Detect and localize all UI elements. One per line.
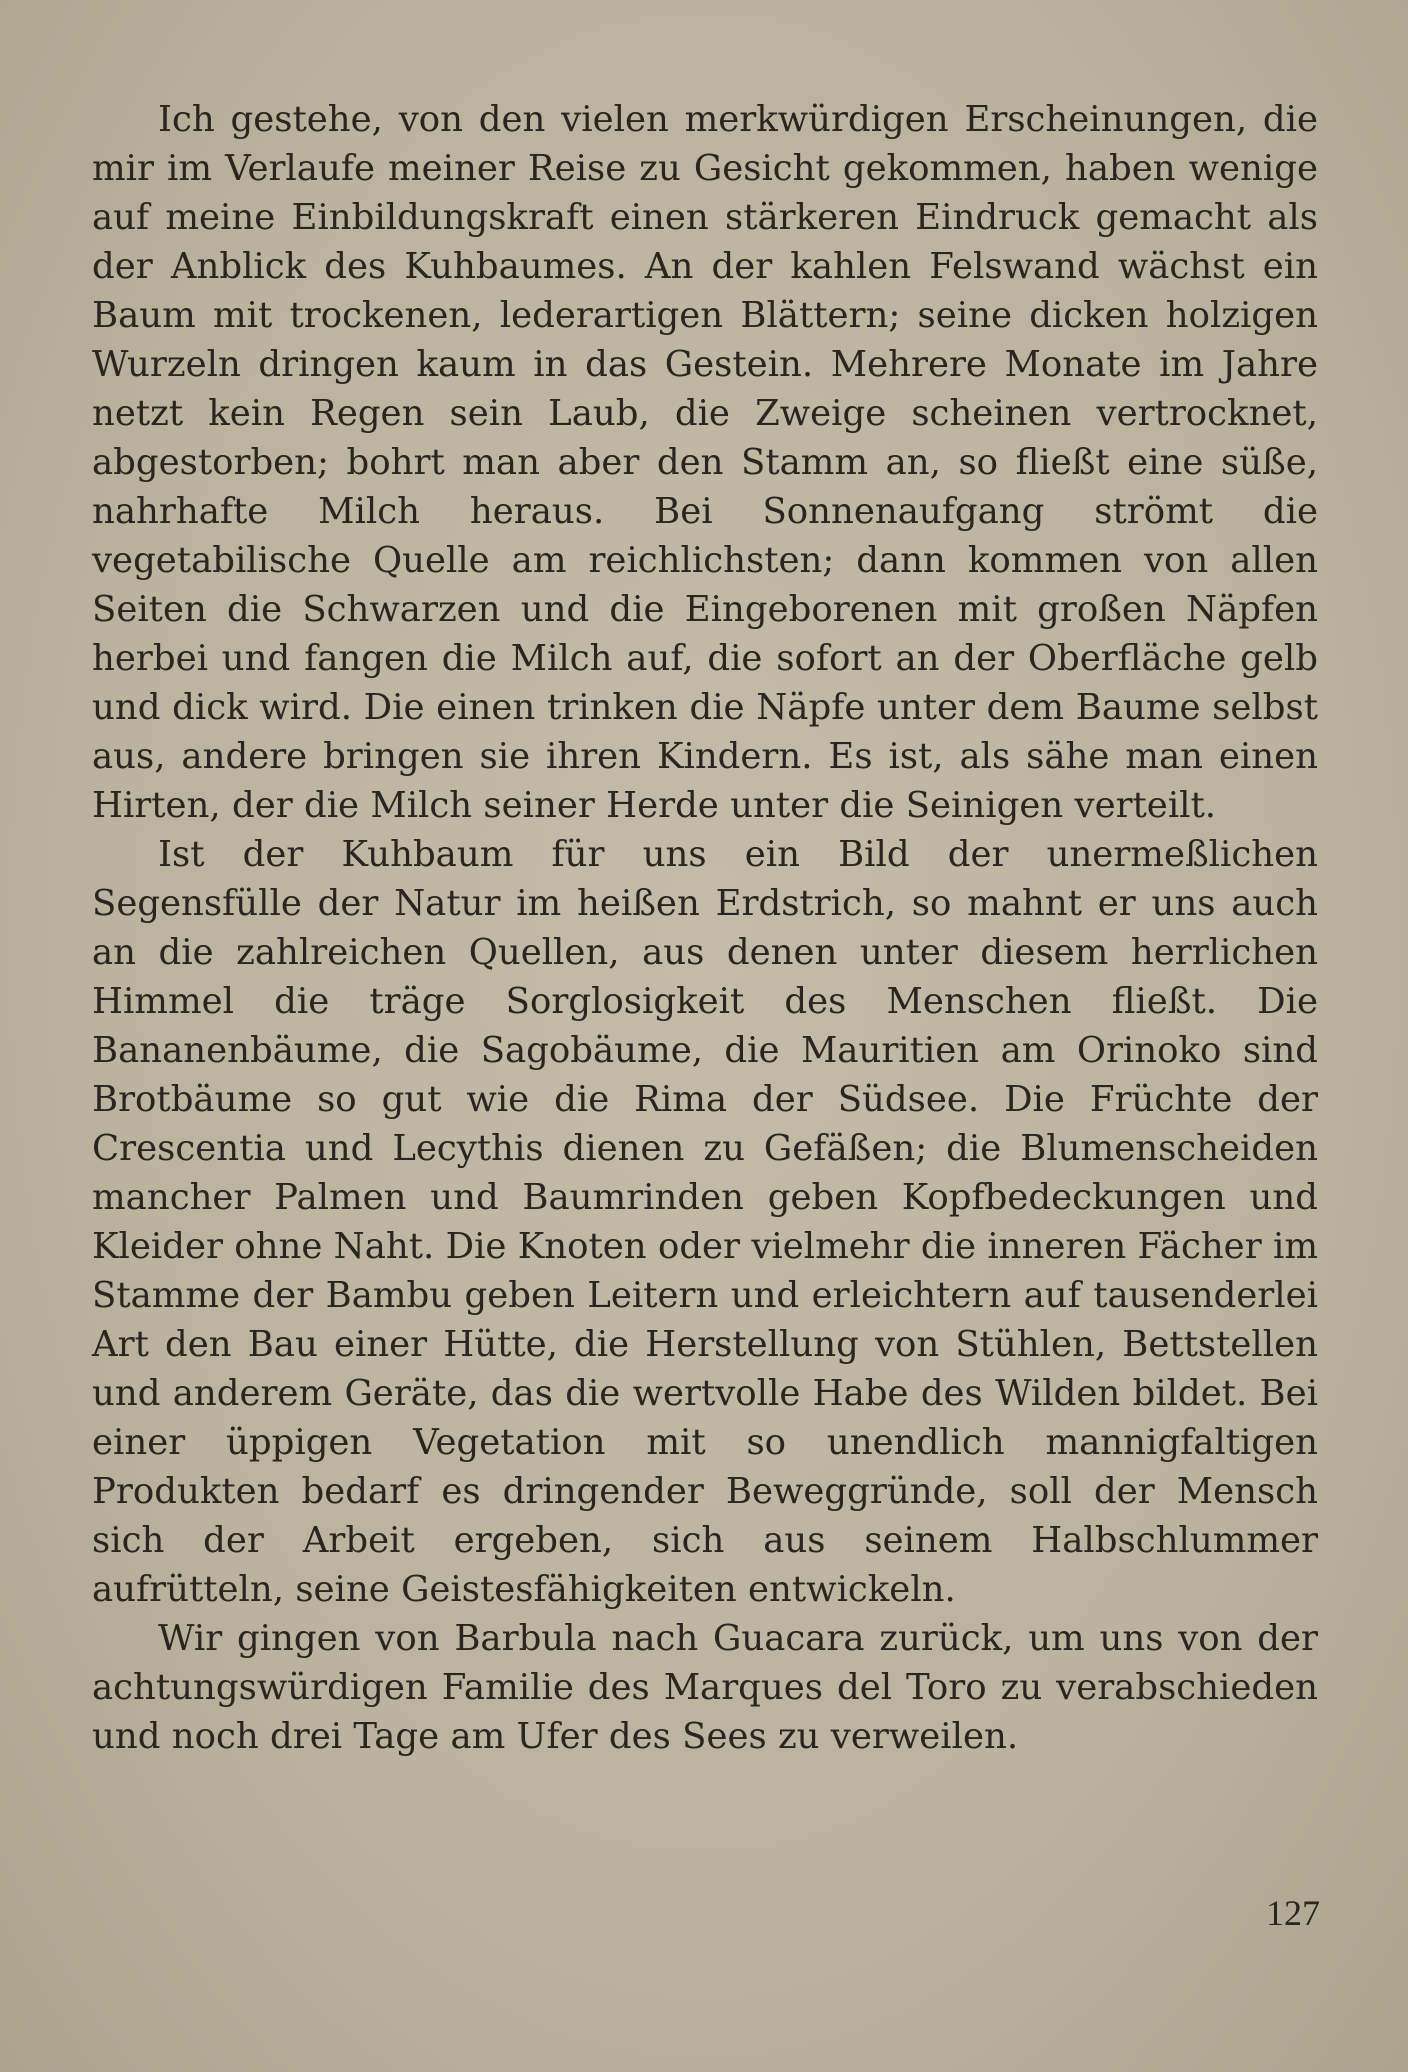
page-number: 127 <box>1266 1893 1320 1933</box>
paragraph-guacara: Wir gingen von Barbula nach Guacara zurück, um uns von der achtungswürdigen Familie des Marques del Toro zu verabschieden und noch drei Tage am Ufer des Sees zu verweilen. <box>92 1618 1318 1757</box>
paragraph-kuhbaum: Ich gestehe, von den vielen merkwürdigen Erscheinungen, die mir im Verlaufe meiner Reise zu Gesicht gekommen, haben wenige auf meine Einbildungskraft einen stärkeren Eindruck gemacht als der Anblick des Kuhbaumes. An der kahlen Felswand wächst ein Baum mit trockenen, lederartigen Blättern; seine dicken holzigen Wurzeln dringen kaum in das Gestein. Mehrere Monate im Jahre netzt kein Regen sein Laub, die Zweige scheinen vertrocknet, abgestorben; bohrt man aber den Stamm an, so fließt eine süße, nahrhafte Milch heraus. Bei Sonnenaufgang strömt die vegetabilische Quelle am reichlichsten; dann kommen von allen Seiten die Schwarzen und die Eingeborenen mit großen Näpfen herbei und fangen die Milch auf, die sofort an der Oberfläche gelb und dick wird. Die einen trinken die Näpfe unter dem Baume selbst aus, andere bringen sie ihren Kindern. Es ist, als sähe man einen Hirten, der die Milch seiner Herde unter die Seinigen verteilt. <box>92 99 1318 826</box>
body-text <box>92 95 1318 1761</box>
paragraph-segensfuelle: Ist der Kuhbaum für uns ein Bild der unermeßlichen Segensfülle der Natur im heißen Erdstrich, so mahnt er uns auch an die zahlreichen Quellen, aus denen unter diesem herrlichen Himmel die träge Sorglosigkeit des Menschen fließt. Die Bananenbäume, die Sagobäume, die Mauritien am Orinoko sind Brotbäume so gut wie die Rima der Südsee. Die Früchte der Crescentia und Lecythis dienen zu Gefäßen; die Blumenscheiden mancher Palmen und Baumrinden geben Kopfbedeckungen und Kleider ohne Naht. Die Knoten oder vielmehr die inneren Fächer im Stamme der Bambu geben Leitern und erleichtern auf tausenderlei Art den Bau einer Hütte, die Herstellung von Stühlen, Bettstellen und anderem Geräte, das die wertvolle Habe des Wilden bildet. Bei einer üppigen Vegetation mit so unendlich mannigfaltigen Produkten bedarf es dringender Beweggründe, soll der Mensch sich der Arbeit ergeben, sich aus seinem Halbschlummer aufrütteln, seine Geistesfähigkeiten entwickeln. <box>92 834 1318 1610</box>
